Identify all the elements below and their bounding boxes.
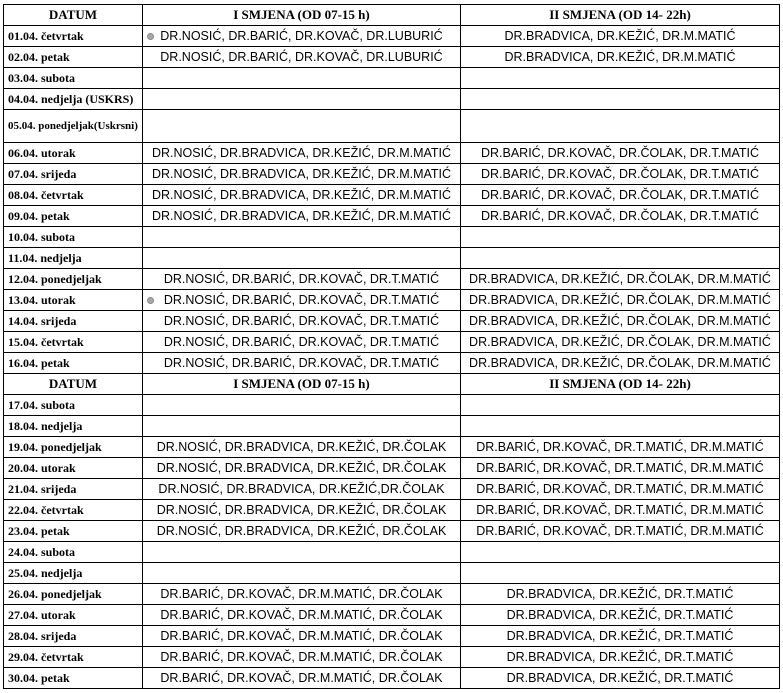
date-cell: 30.04. petak	[4, 668, 143, 689]
shift-1-cell	[143, 227, 461, 248]
shift-1-cell	[143, 332, 461, 353]
shift-1-doctors: DR.NOSIĆ, DR.BRADVICA, DR.KEŽIĆ, DR.M.MATIĆ	[151, 188, 452, 202]
shift-2-cell	[461, 437, 780, 458]
shift-1-doctors: DR.NOSIĆ, DR.BARIĆ, DR.KOVAČ, DR.T.MATIĆ	[163, 293, 440, 307]
shift-1-cell	[143, 521, 461, 542]
shift-2-doctors: DR.BARIĆ, DR.KOVAČ, DR.T.MATIĆ, DR.M.MATIĆ	[476, 503, 764, 517]
shift-2-doctors: DR.BARIĆ, DR.KOVAČ, DR.T.MATIĆ, DR.M.MATIĆ	[476, 482, 764, 496]
header-shift-2: II SMJENA (OD 14- 22h)	[461, 374, 780, 395]
shift-1-cell	[143, 206, 461, 227]
date-cell: 01.04. četvrtak	[4, 26, 143, 47]
shift-1-doctors: DR.NOSIĆ, DR.BRADVICA, DR.KEŽIĆ, DR.ČOLAK	[156, 461, 447, 475]
shift-1-cell	[143, 500, 461, 521]
shift-1-doctors: DR.BARIĆ, DR.KOVAČ, DR.M.MATIĆ, DR.ČOLAK	[160, 608, 443, 622]
table-row	[4, 164, 780, 185]
shift-2-cell	[461, 542, 780, 563]
date-cell: 11.04. nedjelja	[4, 248, 143, 269]
header-row-repeat	[4, 374, 780, 395]
date-cell: 09.04. petak	[4, 206, 143, 227]
shift-1-cell	[143, 164, 461, 185]
date-cell: 05.04. ponedjeljak(Uskrsni)	[4, 110, 143, 143]
table-row	[4, 143, 780, 164]
shift-1-cell	[143, 416, 461, 437]
shift-1-doctors: DR.BARIĆ, DR.KOVAČ, DR.M.MATIĆ, DR.ČOLAK	[160, 671, 443, 685]
date-cell: 02.04. petak	[4, 47, 143, 68]
shift-2-doctors: DR.BARIĆ, DR.KOVAČ, DR.T.MATIĆ, DR.M.MATIĆ	[476, 461, 764, 475]
header-shift-2: II SMJENA (OD 14- 22h)	[461, 5, 780, 26]
date-cell: 21.04. srijeda	[4, 479, 143, 500]
table-row	[4, 290, 780, 311]
shift-2-cell	[461, 521, 780, 542]
date-cell: 13.04. utorak	[4, 290, 143, 311]
shift-2-cell	[461, 269, 780, 290]
date-cell: 07.04. srijeda	[4, 164, 143, 185]
shift-2-cell	[461, 290, 780, 311]
shift-2-cell	[461, 311, 780, 332]
table-row	[4, 458, 780, 479]
shift-2-cell	[461, 143, 780, 164]
shift-1-doctors: DR.NOSIĆ, DR.BARIĆ, DR.KOVAČ, DR.T.MATIĆ	[163, 335, 440, 349]
shift-1-cell	[143, 185, 461, 206]
shift-2-cell	[461, 479, 780, 500]
shift-1-cell	[143, 479, 461, 500]
shift-2-cell	[461, 248, 780, 269]
table-row	[4, 332, 780, 353]
date-cell: 22.04. četvrtak	[4, 500, 143, 521]
shift-1-doctors: DR.BARIĆ, DR.KOVAČ, DR.M.MATIĆ, DR.ČOLAK	[160, 650, 443, 664]
table-row	[4, 584, 780, 605]
bullet-dot-icon	[147, 297, 154, 304]
shift-1-cell	[143, 269, 461, 290]
shift-2-cell	[461, 647, 780, 668]
shift-1-cell	[143, 26, 461, 47]
shift-2-doctors: DR.BARIĆ, DR.KOVAČ, DR.ČOLAK, DR.T.MATIĆ	[480, 209, 760, 223]
shift-2-cell	[461, 458, 780, 479]
shift-2-cell	[461, 353, 780, 374]
shift-1-cell	[143, 563, 461, 584]
date-cell: 29.04. četvrtak	[4, 647, 143, 668]
shift-2-doctors: DR.BARIĆ, DR.KOVAČ, DR.ČOLAK, DR.T.MATIĆ	[480, 188, 760, 202]
date-cell: 17.04. subota	[4, 395, 143, 416]
shift-1-cell	[143, 110, 461, 143]
date-cell: 25.04. nedjelja	[4, 563, 143, 584]
shift-1-cell	[143, 605, 461, 626]
shift-1-doctors: DR.NOSIĆ, DR.BARIĆ, DR.KOVAČ, DR.T.MATIĆ	[163, 314, 440, 328]
date-cell: 16.04. petak	[4, 353, 143, 374]
date-cell: 08.04. četvrtak	[4, 185, 143, 206]
header-row	[4, 5, 780, 26]
shift-1-cell	[143, 290, 461, 311]
shift-1-cell	[143, 311, 461, 332]
table-row	[4, 668, 780, 689]
shift-1-cell	[143, 626, 461, 647]
shift-2-cell	[461, 164, 780, 185]
table-row	[4, 563, 780, 584]
shift-1-cell	[143, 68, 461, 89]
table-row	[4, 479, 780, 500]
date-cell: 15.04. četvrtak	[4, 332, 143, 353]
date-cell: 19.04. ponedjeljak	[4, 437, 143, 458]
date-cell: 28.04. srijeda	[4, 626, 143, 647]
shift-2-cell	[461, 206, 780, 227]
date-cell: 04.04. nedjelja (USKRS)	[4, 89, 143, 110]
date-cell: 24.04. subota	[4, 542, 143, 563]
table-row	[4, 416, 780, 437]
shift-1-doctors: DR.NOSIĆ, DR.BARIĆ, DR.KOVAČ, DR.T.MATIĆ	[163, 356, 440, 370]
shift-1-doctors: DR.NOSIĆ, DR.BRADVICA, DR.KEŽIĆ, DR.M.MATIĆ	[151, 146, 452, 160]
shift-1-cell	[143, 47, 461, 68]
shift-1-doctors: DR.NOSIĆ, DR.BRADVICA, DR.KEŽIĆ, DR.M.MATIĆ	[151, 209, 452, 223]
date-cell: 12.04. ponedjeljak	[4, 269, 143, 290]
table-row	[4, 353, 780, 374]
shift-schedule-table	[3, 4, 780, 689]
shift-1-cell	[143, 143, 461, 164]
table-row	[4, 227, 780, 248]
bullet-dot-icon	[147, 33, 154, 40]
date-cell: 26.04. ponedjeljak	[4, 584, 143, 605]
table-row	[4, 542, 780, 563]
shift-2-doctors: DR.BRADVICA, DR.KEŽIĆ, DR.ČOLAK, DR.M.MATIĆ	[469, 356, 771, 370]
shift-1-doctors: DR.NOSIĆ, DR.BRADVICA, DR.KEŽIĆ, DR.ČOLAK	[156, 524, 447, 538]
date-cell: 27.04. utorak	[4, 605, 143, 626]
shift-1-cell	[143, 584, 461, 605]
date-cell: 23.04. petak	[4, 521, 143, 542]
shift-2-cell	[461, 227, 780, 248]
shift-2-doctors: DR.BRADVICA, DR.KEŽIĆ, DR.T.MATIĆ	[506, 587, 734, 601]
table-row	[4, 311, 780, 332]
table-row	[4, 647, 780, 668]
table-row	[4, 68, 780, 89]
shift-2-cell	[461, 47, 780, 68]
shift-2-cell	[461, 668, 780, 689]
shift-1-cell	[143, 353, 461, 374]
shift-2-doctors: DR.BRADVICA, DR.KEŽIĆ, DR.T.MATIĆ	[506, 650, 734, 664]
shift-2-cell	[461, 110, 780, 143]
table-row	[4, 605, 780, 626]
date-cell: 06.04. utorak	[4, 143, 143, 164]
shift-2-doctors: DR.BRADVICA, DR.KEŽIĆ, DR.ČOLAK, DR.M.MATIĆ	[469, 272, 771, 286]
shift-2-doctors: DR.BARIĆ, DR.KOVAČ, DR.ČOLAK, DR.T.MATIĆ	[480, 146, 760, 160]
table-row	[4, 89, 780, 110]
shift-1-doctors: DR.NOSIĆ, DR.BRADVICA, DR.KEŽIĆ,DR.ČOLAK	[158, 482, 445, 496]
shift-2-doctors: DR.BRADVICA, DR.KEŽIĆ, DR.ČOLAK, DR.M.MATIĆ	[469, 314, 771, 328]
date-cell: 14.04. srijeda	[4, 311, 143, 332]
shift-2-doctors: DR.BRADVICA, DR.KEŽIĆ, DR.M.MATIĆ	[504, 50, 736, 64]
table-row	[4, 185, 780, 206]
shift-2-cell	[461, 89, 780, 110]
shift-2-cell	[461, 68, 780, 89]
table-row	[4, 269, 780, 290]
date-cell: 20.04. utorak	[4, 458, 143, 479]
shift-1-cell	[143, 668, 461, 689]
date-cell: 10.04. subota	[4, 227, 143, 248]
header-shift-1: I SMJENA (OD 07-15 h)	[143, 5, 461, 26]
table-row	[4, 26, 780, 47]
shift-2-cell	[461, 584, 780, 605]
table-row	[4, 626, 780, 647]
shift-2-doctors: DR.BRADVICA, DR.KEŽIĆ, DR.T.MATIĆ	[506, 671, 734, 685]
shift-2-cell	[461, 500, 780, 521]
table-row	[4, 248, 780, 269]
shift-1-doctors: DR.NOSIĆ, DR.BARIĆ, DR.KOVAČ, DR.T.MATIĆ	[163, 272, 440, 286]
shift-1-cell	[143, 89, 461, 110]
date-cell: 03.04. subota	[4, 68, 143, 89]
shift-1-cell	[143, 458, 461, 479]
shift-1-cell	[143, 542, 461, 563]
table-row	[4, 395, 780, 416]
shift-1-doctors: DR.NOSIĆ, DR.BARIĆ, DR.KOVAČ, DR.LUBURIĆ	[160, 50, 443, 64]
shift-1-doctors: DR.BARIĆ, DR.KOVAČ, DR.M.MATIĆ, DR.ČOLAK	[160, 587, 443, 601]
shift-2-cell	[461, 185, 780, 206]
shift-2-doctors: DR.BARIĆ, DR.KOVAČ, DR.T.MATIĆ, DR.M.MATIĆ	[476, 440, 764, 454]
shift-2-cell	[461, 332, 780, 353]
table-row	[4, 521, 780, 542]
shift-1-doctors: DR.NOSIĆ, DR.BRADVICA, DR.KEŽIĆ, DR.ČOLAK	[156, 503, 447, 517]
shift-1-cell	[143, 248, 461, 269]
shift-2-cell	[461, 605, 780, 626]
table-row	[4, 110, 780, 143]
shift-2-cell	[461, 416, 780, 437]
header-shift-1: I SMJENA (OD 07-15 h)	[143, 374, 461, 395]
table-row	[4, 500, 780, 521]
shift-1-cell	[143, 437, 461, 458]
table-row	[4, 206, 780, 227]
shift-2-doctors: DR.BRADVICA, DR.KEŽIĆ, DR.ČOLAK, DR.M.MATIĆ	[469, 335, 771, 349]
shift-1-doctors: DR.NOSIĆ, DR.BRADVICA, DR.KEŽIĆ, DR.ČOLAK	[156, 440, 447, 454]
shift-1-doctors: DR.NOSIĆ, DR.BRADVICA, DR.KEŽIĆ, DR.M.MATIĆ	[151, 167, 452, 181]
shift-2-cell	[461, 626, 780, 647]
shift-2-doctors: DR.BRADVICA, DR.KEŽIĆ, DR.T.MATIĆ	[506, 629, 734, 643]
shift-2-doctors: DR.BRADVICA, DR.KEŽIĆ, DR.ČOLAK, DR.M.MATIĆ	[469, 293, 771, 307]
shift-1-doctors: DR.NOSIĆ, DR.BARIĆ, DR.KOVAČ, DR.LUBURIĆ	[160, 29, 443, 43]
table-row	[4, 47, 780, 68]
shift-2-cell	[461, 395, 780, 416]
shift-2-cell	[461, 26, 780, 47]
shift-1-cell	[143, 647, 461, 668]
shift-1-doctors: DR.BARIĆ, DR.KOVAČ, DR.M.MATIĆ, DR.ČOLAK	[160, 629, 443, 643]
shift-2-cell	[461, 563, 780, 584]
header-datum: DATUM	[4, 374, 143, 395]
table-row	[4, 437, 780, 458]
shift-2-doctors: DR.BRADVICA, DR.KEŽIĆ, DR.T.MATIĆ	[506, 608, 734, 622]
shift-2-doctors: DR.BRADVICA, DR.KEŽIĆ, DR.M.MATIĆ	[504, 29, 736, 43]
header-datum: DATUM	[4, 5, 143, 26]
shift-2-doctors: DR.BARIĆ, DR.KOVAČ, DR.ČOLAK, DR.T.MATIĆ	[480, 167, 760, 181]
shift-2-doctors: DR.BARIĆ, DR.KOVAČ, DR.T.MATIĆ, DR.M.MATIĆ	[476, 524, 764, 538]
shift-1-cell	[143, 395, 461, 416]
date-cell: 18.04. nedjelja	[4, 416, 143, 437]
